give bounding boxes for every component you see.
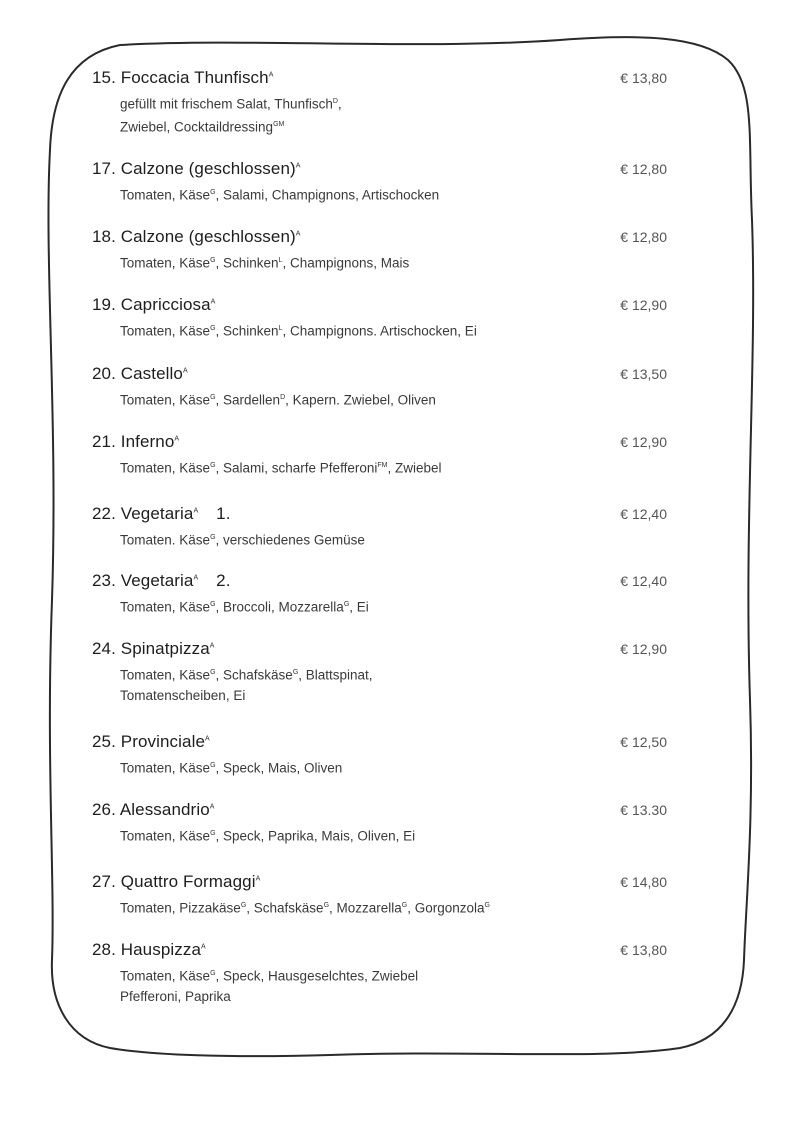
description-text: Tomaten, Käse — [120, 255, 211, 271]
menu-item-price: € 12,50 — [620, 734, 667, 750]
description-text: Tomaten. Käse — [120, 532, 211, 548]
menu-item-description — [120, 456, 682, 479]
description-text: , Gorgonzola — [407, 900, 485, 916]
menu-item-header — [92, 732, 682, 756]
description-text: Zwiebel, Cocktaildressing — [120, 119, 274, 134]
menu-item-description — [120, 595, 682, 618]
menu-item — [92, 639, 682, 706]
menu-item-price: € 13.30 — [620, 802, 667, 818]
allergen-code: FM — [377, 462, 388, 469]
menu-item-price: € 12,80 — [620, 229, 667, 245]
description-text: , Speck, Hausgeselchtes, Zwiebel — [215, 968, 419, 984]
menu-item — [92, 504, 682, 551]
menu-item — [92, 872, 682, 919]
menu-item — [92, 68, 682, 137]
menu-item-description — [120, 528, 682, 551]
description-text: , Champignons. Artischocken, Ei — [282, 323, 477, 339]
menu-item-name: 24. Spinatpizza — [92, 639, 210, 658]
allergen-code: G — [210, 534, 216, 541]
menu-item-description — [120, 987, 682, 1007]
menu-item-name: 28. Hauspizza — [92, 940, 202, 959]
description-text: , — [337, 96, 342, 112]
menu-item-name: 21. Inferno — [92, 432, 175, 451]
menu-item-description — [120, 756, 682, 779]
description-text: Tomaten, Käse — [120, 460, 211, 476]
allergen-code: G — [210, 394, 216, 401]
menu-item-header — [92, 800, 682, 824]
allergen-code: G — [210, 462, 216, 469]
allergen-code: G — [210, 762, 216, 769]
menu-item-name: 18. Calzone (geschlossen) — [92, 227, 296, 246]
menu-item — [92, 364, 682, 411]
description-text: , Mozzarella — [329, 900, 402, 916]
menu-item-price: € 13,80 — [620, 942, 667, 958]
menu-item-name: 23. Vegetaria — [92, 571, 194, 590]
menu-item-description — [120, 896, 682, 919]
allergen-code: L — [278, 325, 283, 332]
menu-item-name: 17. Calzone (geschlossen) — [92, 159, 296, 178]
allergen-code: A — [193, 507, 199, 515]
menu-item-header — [92, 295, 682, 319]
description-text: , Broccoli, Mozzarella — [215, 599, 344, 615]
allergen-code: D — [280, 394, 286, 401]
menu-item-price: € 13,50 — [620, 366, 667, 382]
allergen-code: A — [209, 803, 215, 811]
description-text: Tomaten, Käse — [120, 968, 211, 984]
description-text: Tomaten, Käse — [120, 828, 211, 844]
menu-item-description — [120, 319, 682, 342]
allergen-code: A — [295, 230, 301, 238]
description-text: , Speck, Paprika, Mais, Oliven, Ei — [215, 828, 416, 844]
menu-item-description — [120, 964, 682, 987]
description-text: , Schafskäse — [215, 667, 293, 683]
menu-item-description — [120, 824, 682, 847]
menu-item-description — [120, 388, 682, 411]
menu-item-price: € 12,90 — [620, 434, 667, 450]
allergen-code: G — [210, 189, 216, 196]
description-text: , Ei — [349, 599, 369, 615]
menu-item-price: € 12,40 — [620, 506, 667, 522]
menu-item — [92, 295, 682, 342]
allergen-code: G — [210, 601, 216, 608]
description-text: Tomaten, Käse — [120, 599, 211, 615]
allergen-code: G — [210, 257, 216, 264]
allergen-code: G — [343, 601, 350, 608]
description-text: Tomaten, Käse — [120, 760, 211, 776]
menu-item-price: € 12,40 — [620, 573, 667, 589]
description-text: Tomatenscheiben, Ei — [120, 687, 246, 703]
menu-item-header — [92, 159, 682, 183]
menu-item-price: € 12,90 — [620, 297, 667, 313]
menu-item — [92, 732, 682, 779]
allergen-code: A — [268, 71, 274, 79]
menu-item — [92, 159, 682, 206]
menu-item-name: 19. Capricciosa — [92, 295, 211, 314]
menu-item — [92, 432, 682, 479]
menu-item-header — [92, 364, 682, 388]
menu-item-description — [120, 663, 682, 686]
menu-item-header — [92, 504, 682, 528]
description-text: Tomaten, Käse — [120, 323, 211, 339]
allergen-code: A — [209, 642, 215, 650]
allergen-code: G — [240, 902, 247, 909]
allergen-code: A — [182, 367, 188, 375]
description-text: Tomaten, Käse — [120, 187, 211, 203]
menu-item-name: 25. Provinciale — [92, 732, 206, 751]
menu-item — [92, 227, 682, 274]
description-text: Tomaten, Käse — [120, 667, 211, 683]
description-text: , Schafskäse — [246, 900, 324, 916]
menu-item-description — [120, 251, 682, 274]
allergen-code: G — [210, 669, 216, 676]
description-text: , Schinken — [215, 255, 279, 271]
description-text: Tomaten, Pizzakäse — [120, 900, 241, 916]
allergen-code: A — [255, 875, 261, 883]
menu-item-name: 20. Castello — [92, 364, 183, 383]
allergen-code: L — [278, 257, 283, 264]
menu-item-header — [92, 227, 682, 251]
menu-item-price: € 13,80 — [620, 70, 667, 86]
description-text: , Blattspinat, — [298, 667, 373, 683]
menu-item-header — [92, 432, 682, 456]
allergen-code: G — [401, 902, 408, 909]
allergen-code: G — [323, 902, 330, 909]
menu-item-header — [92, 68, 682, 92]
allergen-code: D — [332, 98, 338, 105]
menu-item — [92, 940, 682, 1007]
menu-item-description — [120, 92, 682, 115]
description-text: , Speck, Mais, Oliven — [215, 760, 343, 776]
allergen-code: G — [292, 669, 299, 676]
description-text: , Salami, scharfe Pfefferoni — [215, 460, 378, 476]
allergen-code: G — [484, 902, 490, 909]
menu-item-header — [92, 872, 682, 896]
menu-item-name: 27. Quattro Formaggi — [92, 872, 256, 891]
menu-item-name: 15. Foccacia Thunfisch — [92, 68, 269, 87]
allergen-code: A — [201, 943, 206, 951]
menu-item-description — [120, 115, 682, 138]
allergen-code: GM — [273, 120, 285, 128]
menu-item-variant: 2. — [216, 571, 231, 590]
menu-item-header — [92, 571, 682, 595]
description-text: , Champignons, Mais — [282, 255, 410, 271]
description-text: , Zwiebel — [387, 460, 442, 476]
allergen-code: A — [205, 735, 210, 743]
allergen-code: A — [174, 435, 180, 443]
allergen-code: G — [210, 970, 216, 977]
menu-item-name: 26. Alessandrio — [92, 800, 210, 819]
allergen-code: G — [210, 830, 216, 837]
description-text: gefüllt mit frischem Salat, Thunfisch — [120, 96, 333, 112]
allergen-code: A — [193, 574, 199, 582]
description-text: Pfefferoni, Paprika — [120, 988, 231, 1004]
description-text: , Sardellen — [215, 392, 281, 408]
menu-item-description — [120, 686, 682, 706]
menu-item — [92, 571, 682, 618]
menu-item-price: € 12,90 — [620, 641, 667, 657]
menu-item-header — [92, 940, 682, 964]
allergen-code: G — [210, 325, 216, 332]
menu-item-header — [92, 639, 682, 663]
menu-item-variant: 1. — [216, 504, 231, 523]
menu-item-name: 22. Vegetaria — [92, 504, 194, 523]
description-text: , Salami, Champignons, Artischocken — [215, 187, 440, 203]
allergen-code: A — [295, 162, 301, 170]
menu-item-price: € 14,80 — [620, 874, 667, 890]
description-text: , Kapern. Zwiebel, Oliven — [285, 392, 436, 408]
allergen-code: A — [210, 298, 216, 306]
menu-item — [92, 800, 682, 847]
menu-item-description — [120, 183, 682, 206]
description-text: , Schinken — [215, 323, 279, 339]
description-text: , verschiedenes Gemüse — [215, 532, 365, 548]
menu-item-price: € 12,80 — [620, 161, 667, 177]
description-text: Tomaten, Käse — [120, 392, 211, 408]
